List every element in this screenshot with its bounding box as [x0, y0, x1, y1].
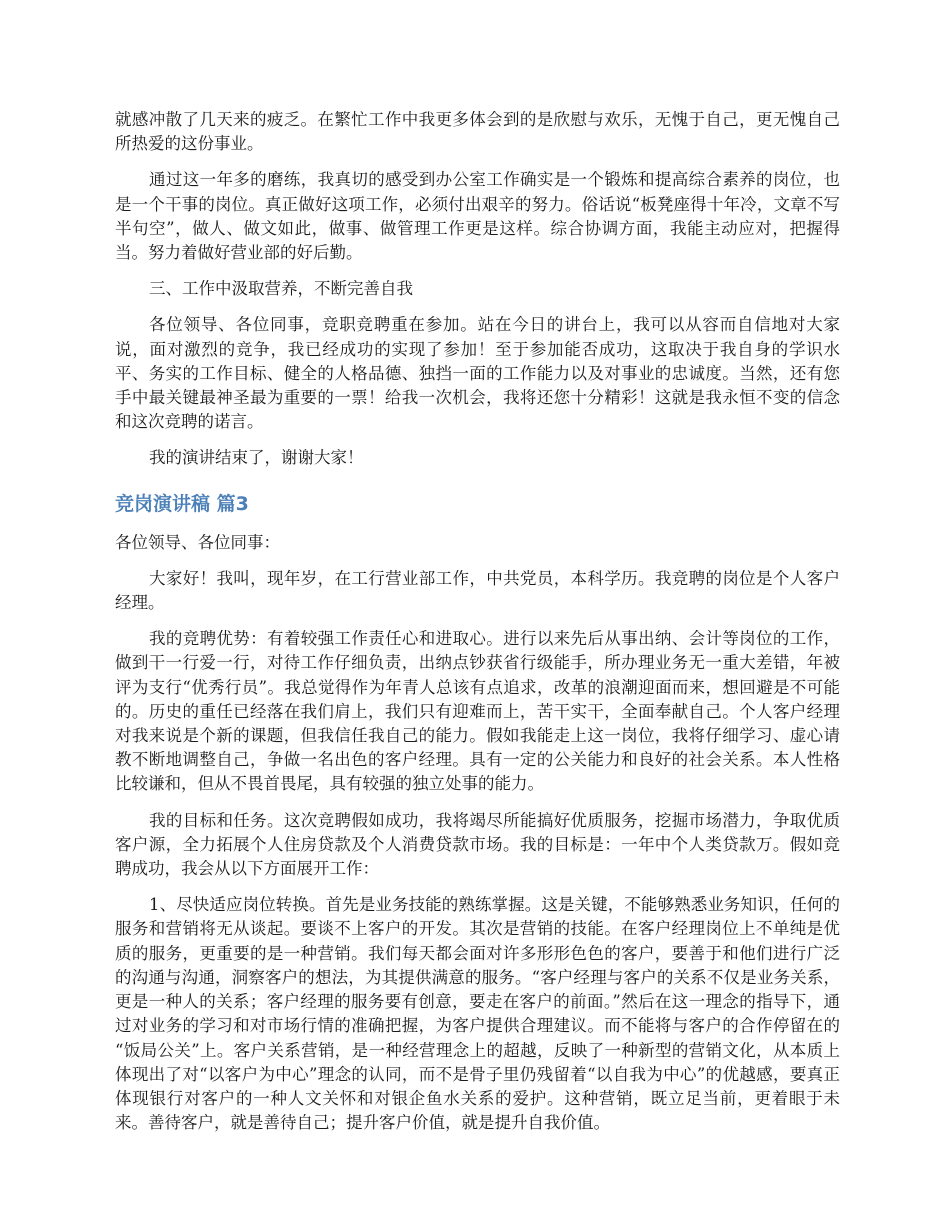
paragraph: 我的竞聘优势：有着较强工作责任心和进取心。进行以来先后从事出纳、会计等岗位的工作，做到干一行爱一行，对待工作仔细负责，出纳点钞获省行级能手，所办理业务无一重大差错，年被评为支行“优秀行员”。我总觉得作为年青人总该有点追求，改革的浪潮迎面而来，想回避是不可能的。历史的重任已经落在我们肩上，我们只有迎难而上，苦干实干，全面奉献自己。个人客户经理对我来说是个新的课题，但我信任我自己的能力。假如我能走上这一岗位，我将仔细学习、虚心请教不断地调整自己，争做一名出色的客户经理。具有一定的公关能力和良好的社会关系。本人性格比较谦和，但从不畏首畏尾，具有较强的独立处事的能力。: [115, 629, 840, 794]
paragraph: 各位领导、各位同事，竞职竞聘重在参加。站在今日的讲台上，我可以从容而自信地对大家说，面对激烈的竞争，我已经成功的实现了参加！至于参加能否成功，这取决于我自身的学识水平、务实的工作目标、健全的人格品德、独挡一面的工作能力以及对事业的忠诚度。当然，还有您手中最关键最神圣最为重要的一票！给我一次机会，我将还您十分精彩！这就是我永恒不变的信念和这次竞聘的诺言。: [115, 315, 840, 432]
paragraph: 我的演讲结束了，谢谢大家！: [149, 448, 364, 468]
document-page: [115, 108, 840, 1147]
paragraph: 大家好！我叫，现年岁，在工行营业部工作，中共党员，本科学历。我竞聘的岗位是个人客户经理。: [115, 568, 840, 613]
paragraph: 就感冲散了几天来的疲乏。在繁忙工作中我更多体会到的是欣慰与欢乐，无愧于自己，更无愧自己所热爱的这份事业。: [115, 110, 840, 154]
section-heading: 竞岗演讲稿 篇3: [115, 492, 249, 515]
section-subheading: 三、工作中汲取营养，不断完善自我: [149, 279, 413, 299]
paragraph: 通过这一年多的磨练，我真切的感受到办公室工作确实是一个锻炼和提高综合素养的岗位，也是一个干事的岗位。真正做好这项工作，必须付出艰辛的努力。俗话说“板凳座得十年冷，文章不写半句空”，做人、做文如此，做事、做管理工作更是这样。综合协调方面，我能主动应对，把握得当。努力着做好营业部的好后勤。: [115, 170, 840, 263]
salutation: 各位领导、各位同事：: [115, 532, 280, 552]
paragraph: 我的目标和任务。这次竞聘假如成功，我将竭尽所能搞好优质服务，挖掘市场潜力，争取优质客户源，全力拓展个人住房贷款及个人消费贷款市场。我的目标是：一年中个人类贷款万。假如竞聘成功，我会从以下方面展开工作：: [115, 810, 840, 879]
paragraph: 1、尽快适应岗位转换。首先是业务技能的熟练掌握。这是关键，不能够熟悉业务知识，任何的服务和营销将无从谈起。要谈不上客户的开发。其次是营销的技能。在客户经理岗位上不单纯是优质的服务，更重要的是一种营销。我们每天都会面对许多形形色色的客户，要善于和他们进行广泛的沟通与沟通，洞察客户的想法，为其提供满意的服务。“客户经理与客户的关系不仅是业务关系，更是一种人的关系；客户经理的服务要有创意，要走在客户的前面。”然后在这一理念的指导下，通过对业务的学习和对市场行情的准确把握，为客户提供合理建议。而不能将与客户的合作停留在的 “饭局公关”上。客户关系营销，是一种经营理念上的超越，反映了一种新型的营销文化，从本质上体现出了对“以客户为中心”理念的认同，而不是骨子里仍残留着“以自我为中心”的优越感，要真正体现银行对客户的一种人文关怀和对银企鱼水关系的爱护。这种营销，既立足当前，更着眼于未来。善待客户，就是善待自己；提升客户价值，就是提升自我价值。: [115, 895, 840, 1133]
